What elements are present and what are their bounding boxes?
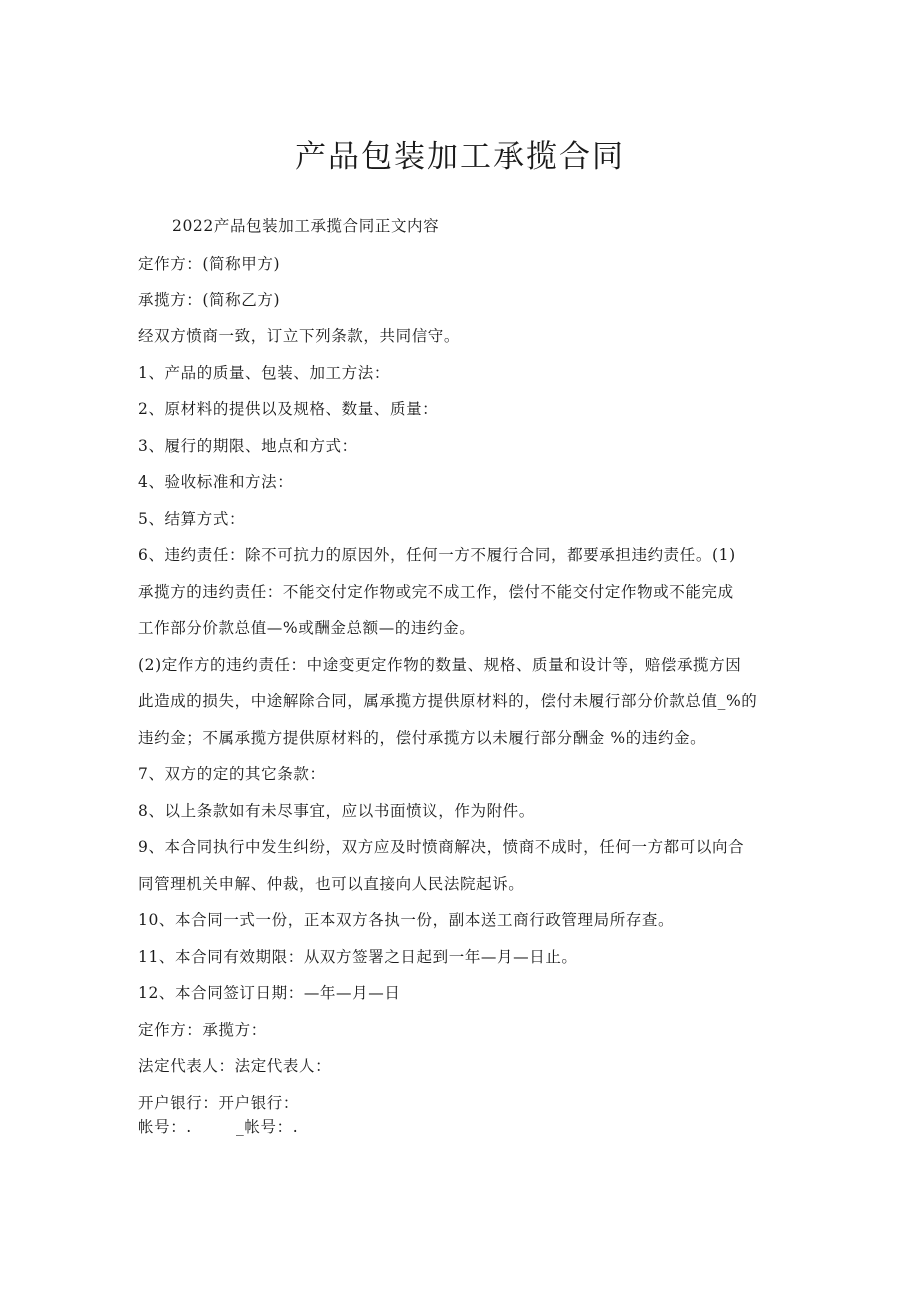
clause-8: 8、以上条款如有未尽事宜，应以书面愤议，作为附件。: [138, 802, 535, 820]
party-a-line: 定作方：(简称甲方): [138, 255, 281, 273]
account-line: 帐号：. _帐号：.: [138, 1118, 299, 1136]
bank-line: 开户银行：开户银行：: [138, 1094, 300, 1112]
legal-representative-line: 法定代表人：法定代表人：: [138, 1057, 332, 1075]
clause-11: 11、本合同有效期限：从双方签署之日起到一年—月—日止。: [138, 948, 578, 966]
clause-6-line-1: 6、违约责任：除不可抗力的原因外，任何一方不履行合同，都要承担违约责任。(1): [138, 546, 736, 564]
clause-10: 10、本合同一式一份，正本双方各执一份，副本送工商行政管理局所存查。: [138, 911, 675, 929]
clause-6-line-6: 违约金；不属承揽方提供原材料的，偿付承揽方以未履行部分酬金 %的违约金。: [138, 729, 707, 747]
clause-6-line-3: 工作部分价款总值—%或酬金总额—的违约金。: [138, 619, 476, 637]
clause-2: 2、原材料的提供以及规格、数量、质量：: [138, 400, 439, 418]
clause-9-line-2: 同管理机关申解、仲裁，也可以直接向人民法院起诉。: [138, 875, 525, 893]
party-b-line: 承揽方：(简称乙方): [138, 291, 281, 309]
clause-6-line-2: 承揽方的违约责任：不能交付定作物或完不成工作，偿付不能交付定作物或不能完成: [138, 583, 734, 601]
clause-4: 4、验收标准和方法：: [138, 473, 294, 491]
document-title: 产品包装加工承揽合同: [295, 139, 625, 175]
signature-parties-line: 定作方：承揽方：: [138, 1021, 267, 1039]
clause-6-line-5: 此造成的损失，中途解除合同，属承揽方提供原材料的，偿付未履行部分价款总值_%的: [138, 692, 758, 710]
clause-9-line-1: 9、本合同执行中发生纠纷，双方应及时愤商解决，愤商不成时，任何一方都可以向合: [138, 838, 745, 856]
intro-line: 2022产品包装加工承揽合同正文内容: [172, 217, 440, 235]
agreement-line: 经双方愤商一致，订立下列条款，共同信守。: [138, 327, 461, 345]
clause-1: 1、产品的质量、包装、加工方法：: [138, 364, 390, 382]
clause-12: 12、本合同签订日期：—年—月—日: [138, 984, 401, 1002]
clause-3: 3、履行的期限、地点和方式：: [138, 437, 358, 455]
clause-6-line-4: (2)定作方的违约责任：中途变更定作物的数量、规格、质量和设计等，赔偿承揽方因: [138, 656, 742, 674]
clause-5: 5、结算方式：: [138, 510, 246, 528]
clause-7: 7、双方的定的其它条款：: [138, 765, 326, 783]
